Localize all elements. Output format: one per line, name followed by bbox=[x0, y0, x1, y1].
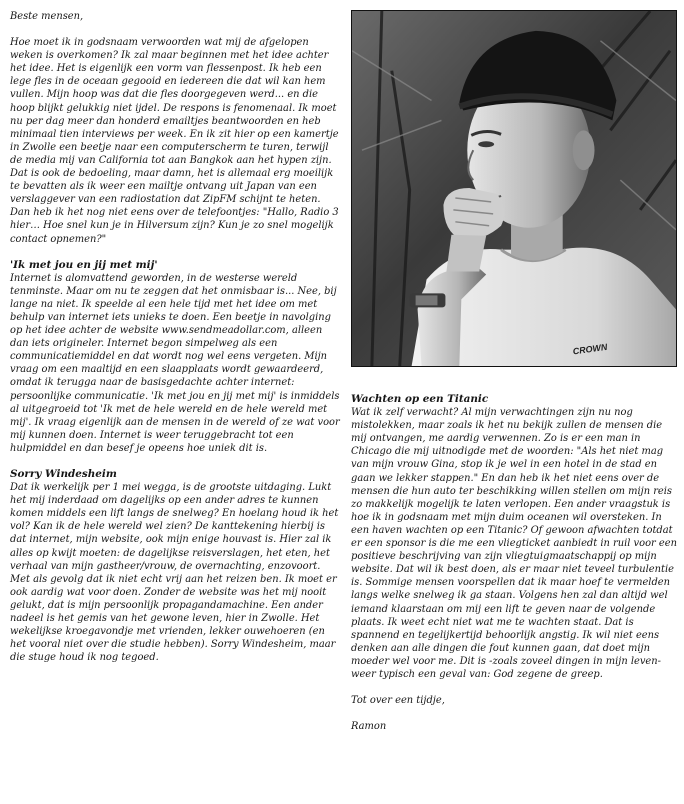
signature: Ramon bbox=[351, 721, 387, 733]
right-text-block bbox=[351, 393, 677, 733]
greeting: Beste mensen, bbox=[10, 11, 84, 22]
section-body-ik-met-jou: Internet is alomvattend geworden, in de westerse wereld tenminste. Maar om nu te zeggen dat het onmisbaar is... Nee, bij lange na niet. Ik speelde al een hele tijd met het idee om met behulp van internet iets unieks te doen. Een beetje in navolging op het idee achter de website www.sendmeadollar.com, alleen dan iets origineler. Internet begon simpelweg als een communicatiemiddel en dat wordt nog wel eens vergeten. Mijn vraag om een maaltijd en een slaapplaats wordt gewaardeerd, omdat ik terugga naar de basisgedachte achter internet: persoonlijke communicatie. 'Ik met jou en jij met mij' is inmiddels al uitgegroeid tot 'Ik met de hele wereld en de hele wereld met mij'. Ik vraag eigenlijk aan de mensen in de wereld of ze wat voor mij kunnen doen. Internet is weer teruggebracht tot een hulpmiddel en dan besef je opeens hoe uniek dit is. bbox=[10, 272, 340, 454]
intro-paragraph: Hoe moet ik in godsnaam verwoorden wat mij de afgelopen weken is overkomen? Ik zal maar beginnen met het idee achter het idee. Het is eigenlijk een vorm van flessenpost. Ik heb een lege fles in de oceaan gegooid en iedereen die dat wil kan hem vullen. Mijn hoop was dat die fles doorgegeven werd... en die hoop blijkt gelukkig niet ijdel. De respons is fenomenaal. Ik moet nu per dag meer dan honderd emailtjes beantwoorden en heb minimaal tien interviews per week. En ik zit hier op een kamertje in Zwolle een beetje naar een computerscherm te turen, terwijl de media mij van California tot aan Bangkok aan het hypen zijn. Dat is ook de bedoeling, maar damn, het is allemaal erg moeilijk te bevatten als ik weer een mailtje ontvang uit Japan van een verslaggever van een radiostation dat ZipFM schijnt te heten. Dan heb ik het nog niet eens over de telefoontjes: "Hallo, Radio 3 hier… Hoe snel kun je in Hilversum zijn? Kun je zo snel mogelijk contact opnemen?" bbox=[10, 37, 339, 245]
section-body-wachten-op-een-titanic: Wat ik zelf verwacht? Al mijn verwachtingen zijn nu nog mistolekken, maar zoals ik het nu bekijk zullen de mensen die mij ontvangen, me aardig verwennen. Zo is er een man in Chicago die mij uitnodigde met de woorden: "Als het niet mag van mijn vrouw Gina, stop ik je wel in een hotel in de stad en gaan we lekker stappen." En dan heb ik het niet eens over de mensen die hun auto ter beschikking willen stellen om mijn reis zo makkelijk mogelijk te laten verlopen. Een ander vraagstuk is hoe ik in godsnaam met mijn duim oceanen wil oversteken. In een haven wachten op een Titanic? Of gewoon afwachten totdat er een sponsor is die me een vliegticket aanbiedt in ruil voor een positieve beschrijving van zijn vliegtuigmaatschappij op mijn website. Dat wil ik best doen, als er maar niet teveel turbulentie is. Sommige mensen voorspellen dat ik maar hoef te vermelden langs welke snelweg ik ga staan. Volgens hen zal dan altijd wel iemand klaarstaan om mij een lift te geven naar de volgende plaats. Ik weet echt niet wat me te wachten staat. Dat is spannend en tegelijkertijd behoorlijk angstig. Ik wil niet eens denken aan alle dingen die fout kunnen gaan, dat doet mijn moeder wel voor me. Dit is -zoals zoveel dingen in mijn leven- weer typisch een geval van: God zegene de greep. bbox=[351, 407, 677, 680]
man-in-beanie-photo bbox=[351, 10, 677, 367]
section-heading-sorry-windesheim: Sorry Windesheim bbox=[10, 468, 117, 480]
closing-line: Tot over een tijdje, bbox=[351, 695, 445, 707]
section-body-sorry-windesheim: Dat ik werkelijk per 1 mei wegga, is de grootste uitdaging. Lukt het mij inderdaad om dagelijks op een ander adres te kunnen komen middels een lift langs de snelweg? En hoelang houd ik het vol? Kan ik de hele wereld wel zien? De kanttekening hierbij is dat internet, mijn website, ook mijn enige houvast is. Hier zal ik alles op kwijt moeten: de dagelijkse reisverslagen, het eten, het verhaal van mijn gastheer/vrouw, de overnachting, enzovoort. Met als gevolg dat ik niet echt vrij aan het reizen ben. Ik moet er ook aardig wat voor doen. Zonder de website was het mij nooit gelukt, dat is mijn persoonlijk propagandamachine. Een ander nadeel is het gemis van het gewone leven, hier in Zwolle. Het wekelijkse kroegavondje met vrienden, lekker ouwehoeren (en het vooral niet over die studie hebben). Sorry Windesheim, maar die stuge houd ik nog tegoed. bbox=[10, 482, 339, 664]
section-heading-wachten-op-een-titanic: Wachten op een Titanic bbox=[351, 393, 489, 405]
photo-illustration bbox=[352, 11, 676, 366]
right-column bbox=[351, 10, 677, 733]
section-heading-ik-met-jou: 'Ik met jou en jij met mij' bbox=[10, 258, 158, 271]
shirt-logo-text: CROWN bbox=[572, 341, 608, 357]
left-column bbox=[10, 10, 341, 664]
